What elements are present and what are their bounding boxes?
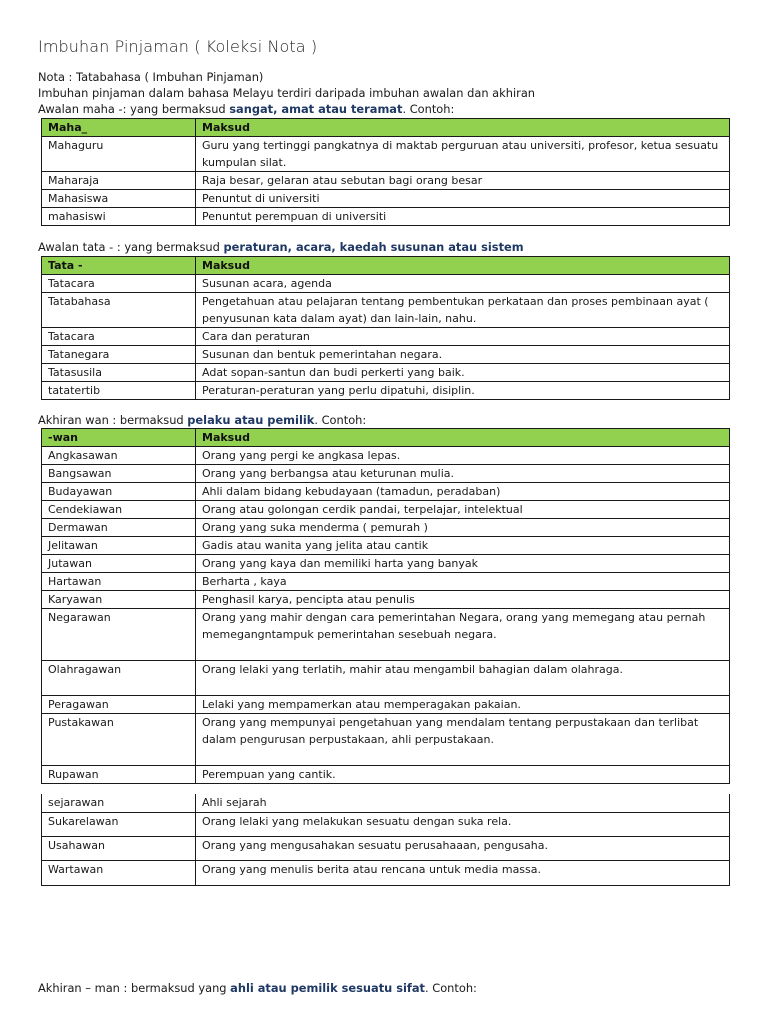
word-cell: Mahaguru bbox=[42, 137, 196, 172]
table-row bbox=[42, 714, 730, 766]
meaning-cell: Penuntut di universiti bbox=[196, 190, 730, 208]
word-cell: Jelitawan bbox=[42, 537, 196, 555]
word-cell: Sukarelawan bbox=[42, 812, 196, 836]
section-meaning-highlight: ahli atau pemilik sesuatu sifat bbox=[230, 981, 425, 995]
intro-note-line: Nota : Tatabahasa ( Imbuhan Pinjaman) bbox=[38, 70, 264, 84]
word-cell: Tatabahasa bbox=[42, 293, 196, 328]
table-row bbox=[42, 172, 730, 190]
table-row bbox=[42, 447, 730, 465]
table-row bbox=[42, 519, 730, 537]
table-row bbox=[42, 293, 730, 328]
meaning-cell: Susunan dan bentuk pemerintahan negara. bbox=[196, 346, 730, 364]
section-heading-text: Awalan maha -: yang bermaksud bbox=[38, 102, 230, 116]
section-heading-man bbox=[38, 981, 477, 995]
meaning-cell: Ahli dalam bidang kebudayaan (tamadun, peradaban) bbox=[196, 483, 730, 501]
table-header-row bbox=[42, 119, 730, 137]
meaning-cell: Ahli sejarah bbox=[196, 794, 730, 812]
table-row bbox=[42, 208, 730, 226]
section-heading-text: Awalan tata - : yang bermaksud bbox=[38, 240, 224, 254]
word-cell: sejarawan bbox=[42, 794, 196, 812]
meaning-cell: Guru yang tertinggi pangkatnya di maktab perguruan atau universiti, profesor, ketua sesuatu kumpulan silat. bbox=[196, 137, 730, 172]
meaning-cell: Berharta , kaya bbox=[196, 573, 730, 591]
table-row bbox=[42, 794, 730, 812]
word-cell: Olahragawan bbox=[42, 661, 196, 696]
table-row bbox=[42, 137, 730, 172]
table-tata bbox=[41, 256, 730, 400]
word-cell: Negarawan bbox=[42, 609, 196, 661]
word-cell: Cendekiawan bbox=[42, 501, 196, 519]
table-row bbox=[42, 328, 730, 346]
table-maha bbox=[41, 118, 730, 226]
meaning-cell: Orang lelaki yang terlatih, mahir atau mengambil bahagian dalam olahraga. bbox=[196, 661, 730, 696]
table-row bbox=[42, 346, 730, 364]
section-heading-text: Akhiran wan : bermaksud bbox=[38, 413, 188, 427]
header-cell-prefix: Tata - bbox=[42, 257, 196, 275]
section-heading-maha bbox=[38, 102, 454, 116]
meaning-cell: Orang yang mempunyai pengetahuan yang mendalam tentang perpustakaan dan terlibat dalam pengurusan perpustakaan, ahli perpustakaan. bbox=[196, 714, 730, 766]
table-row bbox=[42, 275, 730, 293]
word-cell: Bangsawan bbox=[42, 465, 196, 483]
meaning-cell: Orang lelaki yang melakukan sesuatu dengan suka rela. bbox=[196, 812, 730, 836]
table-wan bbox=[41, 428, 730, 784]
meaning-cell: Orang yang mengusahakan sesuatu perusahaaan, pengusaha. bbox=[196, 836, 730, 860]
meaning-cell: Susunan acara, agenda bbox=[196, 275, 730, 293]
table-row bbox=[42, 465, 730, 483]
header-cell-meaning: Maksud bbox=[196, 257, 730, 275]
meaning-cell: Orang yang berbangsa atau keturunan mulia. bbox=[196, 465, 730, 483]
meaning-cell: Orang yang pergi ke angkasa lepas. bbox=[196, 447, 730, 465]
word-cell: Pustakawan bbox=[42, 714, 196, 766]
table-header-row bbox=[42, 257, 730, 275]
section-heading-suffix: . Contoh: bbox=[425, 981, 477, 995]
section-heading-suffix: . Contoh: bbox=[314, 413, 367, 427]
meaning-cell: Penuntut perempuan di universiti bbox=[196, 208, 730, 226]
meaning-cell: Lelaki yang mempamerkan atau memperagakan pakaian. bbox=[196, 696, 730, 714]
meaning-cell: Perempuan yang cantik. bbox=[196, 766, 730, 784]
word-cell: Maharaja bbox=[42, 172, 196, 190]
table-row bbox=[42, 696, 730, 714]
meaning-cell: Penghasil karya, pencipta atau penulis bbox=[196, 591, 730, 609]
word-cell: Tatacara bbox=[42, 328, 196, 346]
meaning-cell: Adat sopan-santun dan budi perkerti yang baik. bbox=[196, 364, 730, 382]
header-cell-prefix: Maha_ bbox=[42, 119, 196, 137]
meaning-cell: Orang yang kaya dan memiliki harta yang banyak bbox=[196, 555, 730, 573]
word-cell: Tatanegara bbox=[42, 346, 196, 364]
section-meaning-highlight: pelaku atau pemilik bbox=[187, 413, 315, 427]
section-heading-text: Akhiran – man : bermaksud yang bbox=[38, 981, 231, 995]
table-row bbox=[42, 364, 730, 382]
intro-description-line: Imbuhan pinjaman dalam bahasa Melayu terdiri daripada imbuhan awalan dan akhiran bbox=[38, 86, 536, 100]
word-cell: Hartawan bbox=[42, 573, 196, 591]
section-heading-suffix: . Contoh: bbox=[402, 102, 455, 116]
section-meaning-highlight: peraturan, acara, kaedah susunan atau sistem bbox=[223, 240, 524, 254]
word-cell: Mahasiswa bbox=[42, 190, 196, 208]
meaning-cell: Peraturan-peraturan yang perlu dipatuhi, disiplin. bbox=[196, 382, 730, 400]
meaning-cell: Orang yang menulis berita atau rencana untuk media massa. bbox=[196, 860, 730, 885]
meaning-cell: Cara dan peraturan bbox=[196, 328, 730, 346]
word-cell: Rupawan bbox=[42, 766, 196, 784]
word-cell: Tatasusila bbox=[42, 364, 196, 382]
word-cell: Wartawan bbox=[42, 860, 196, 885]
table-header-row bbox=[42, 429, 730, 447]
table-row bbox=[42, 661, 730, 696]
header-cell-suffix: -wan bbox=[42, 429, 196, 447]
table-row bbox=[42, 609, 730, 661]
word-cell: Peragawan bbox=[42, 696, 196, 714]
table-row bbox=[42, 836, 730, 860]
table-row bbox=[42, 766, 730, 784]
word-cell: mahasiswi bbox=[42, 208, 196, 226]
word-cell: Tatacara bbox=[42, 275, 196, 293]
table-wan-continued bbox=[41, 794, 730, 886]
section-meaning-highlight: sangat, amat atau teramat bbox=[229, 102, 403, 116]
meaning-cell: Orang atau golongan cerdik pandai, terpelajar, intelektual bbox=[196, 501, 730, 519]
table-row bbox=[42, 573, 730, 591]
table-row bbox=[42, 483, 730, 501]
table-row bbox=[42, 591, 730, 609]
header-cell-meaning: Maksud bbox=[196, 429, 730, 447]
table-row bbox=[42, 812, 730, 836]
section-heading-wan bbox=[38, 413, 366, 427]
section-heading-tata bbox=[38, 240, 524, 254]
table-row bbox=[42, 537, 730, 555]
page-title: Imbuhan Pinjaman ( Koleksi Nota ) bbox=[38, 37, 318, 56]
meaning-cell: Gadis atau wanita yang jelita atau cantik bbox=[196, 537, 730, 555]
meaning-cell: Orang yang mahir dengan cara pemerintahan Negara, orang yang memegang atau pernah memegangntampuk pemerintahan sesebuah negara. bbox=[196, 609, 730, 661]
table-row bbox=[42, 860, 730, 885]
word-cell: Karyawan bbox=[42, 591, 196, 609]
table-row bbox=[42, 501, 730, 519]
table-row bbox=[42, 555, 730, 573]
meaning-cell: Raja besar, gelaran atau sebutan bagi orang besar bbox=[196, 172, 730, 190]
word-cell: Angkasawan bbox=[42, 447, 196, 465]
word-cell: Usahawan bbox=[42, 836, 196, 860]
header-cell-meaning: Maksud bbox=[196, 119, 730, 137]
table-row bbox=[42, 382, 730, 400]
meaning-cell: Orang yang suka menderma ( pemurah ) bbox=[196, 519, 730, 537]
meaning-cell: Pengetahuan atau pelajaran tentang pembentukan perkataan dan proses pembinaan ayat ( penyusunan kata dalam ayat) dan lain-lain, nahu. bbox=[196, 293, 730, 328]
word-cell: tatatertib bbox=[42, 382, 196, 400]
word-cell: Dermawan bbox=[42, 519, 196, 537]
table-row bbox=[42, 190, 730, 208]
word-cell: Jutawan bbox=[42, 555, 196, 573]
word-cell: Budayawan bbox=[42, 483, 196, 501]
